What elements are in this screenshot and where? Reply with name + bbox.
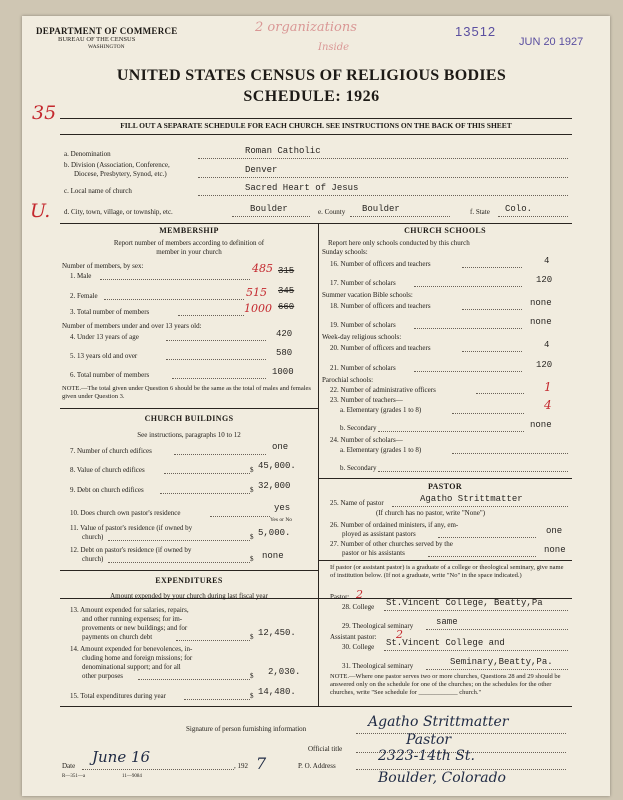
q9-label: 9. Debt on church edifices — [70, 486, 144, 494]
q24-label: 24. Number of scholars— — [330, 436, 403, 444]
q21-value: 120 — [536, 360, 553, 370]
q7-label: 7. Number of church edifices — [70, 447, 152, 455]
q4-value: 420 — [276, 329, 293, 339]
assistant-check-mark: 2 — [396, 628, 403, 641]
q14-line-2: cluding home and foreign missions; for — [82, 654, 193, 662]
q15-value: 14,480. — [258, 687, 296, 697]
city-label: d. City, town, village, or township, etc. — [64, 208, 173, 216]
q15-dollar: $ — [250, 692, 254, 700]
parochial-schools-label: Parochial schools: — [322, 376, 374, 384]
by-age-label: Number of members under and over 13 years old: — [62, 322, 202, 330]
q25-value: Agatho Strittmatter — [420, 494, 523, 504]
pencil-note-1: 2 organizations — [255, 20, 357, 35]
department-heading: DEPARTMENT OF COMMERCE — [36, 26, 178, 36]
denomination-value: Roman Catholic — [245, 146, 321, 156]
po-address-line-1: 2323-14th St. — [378, 748, 475, 764]
q23a-label: a. Elementary (grades 1 to 8) — [340, 406, 422, 414]
q10-value: yes — [274, 503, 291, 513]
q13-line-3: provements or new buildings; and for — [82, 624, 188, 632]
form-schedule: SCHEDULE: 1926 — [243, 88, 380, 105]
received-stamp-number: 13512 — [455, 24, 497, 39]
q12-label-2: church) — [82, 555, 104, 563]
state-label: f. State — [470, 208, 490, 216]
q8-dollar: $ — [250, 466, 254, 474]
q31-value: Seminary,Beatty,Pa. — [450, 657, 553, 667]
q1-label: 1. Male — [70, 272, 92, 280]
q28-label: 28. College — [342, 603, 375, 611]
year-prefix: , 192 — [234, 762, 248, 770]
q29-value: same — [436, 617, 458, 627]
form-number-2: 11—9084 — [122, 774, 142, 779]
q30-value: St.Vincent College and — [386, 638, 505, 648]
q20-value: 4 — [544, 340, 550, 350]
q13-line-4: payments on church debt — [82, 633, 153, 641]
margin-mark-35: 35 — [32, 102, 57, 124]
q8-label: 8. Value of church edifices — [70, 466, 145, 474]
q13-dollar: $ — [250, 633, 254, 641]
q24b-label: b. Secondary — [340, 464, 377, 472]
date-value: June 16 — [92, 748, 151, 766]
county-value: Boulder — [362, 204, 400, 214]
q28-value: St.Vincent College, Beatty,Pa — [386, 598, 543, 608]
division-label-2: Diocese, Presbytery, Synod, etc.) — [74, 170, 167, 178]
q16-value: 4 — [544, 256, 550, 266]
q31-label: 31. Theological seminary — [342, 662, 414, 670]
schools-heading: CHURCH SCHOOLS — [404, 226, 486, 235]
q25-label: 25. Name of pastor — [330, 499, 384, 507]
washington-heading: WASHINGTON — [88, 44, 125, 50]
q15-label: 15. Total expenditures during year — [70, 692, 166, 700]
signature-value: Agatho Strittmatter — [368, 714, 509, 730]
city-value: Boulder — [250, 204, 288, 214]
expenditures-heading: EXPENDITURES — [155, 576, 223, 585]
membership-heading: MEMBERSHIP — [159, 226, 219, 235]
q14-line-4: other purposes — [82, 672, 124, 680]
pastor-check-mark: 2 — [356, 588, 363, 601]
q6-label: 6. Total number of members — [70, 371, 150, 379]
q26-value: one — [546, 526, 563, 536]
weekday-schools-label: Week-day religious schools: — [322, 333, 402, 341]
q17-label: 17. Number of scholars — [330, 279, 396, 287]
q11-value: 5,000. — [258, 528, 291, 538]
pastor-college-heading: Pastor: — [330, 593, 350, 601]
q25-hint: (If church has no pastor, write "None") — [376, 509, 486, 517]
form-title: UNITED STATES CENSUS OF RELIGIOUS BODIES — [116, 67, 507, 84]
q9-value: 32,000 — [258, 481, 291, 491]
q27-line-1: 27. Number of other churches served by the — [330, 540, 453, 548]
q23-label: 23. Number of teachers— — [330, 396, 403, 404]
local-name-value: Sacred Heart of Jesus — [245, 183, 359, 193]
q22-label: 22. Number of administrative officers — [330, 386, 436, 394]
form-number: R—351—a — [62, 774, 86, 779]
q29-label: 29. Theological seminary — [342, 622, 414, 630]
buildings-sub: See instructions, paragraphs 10 to 12 — [137, 431, 241, 439]
q23a-value: 4 — [544, 398, 552, 412]
q18-value: none — [530, 298, 552, 308]
q6-value: 1000 — [272, 367, 294, 377]
fill-out-instruction: FILL OUT A SEPARATE SCHEDULE FOR EACH CHURCH. SEE INSTRUCTIONS ON THE BACK OF THIS SHEET — [120, 121, 512, 130]
assistant-college-heading: Assistant pastor: — [330, 633, 377, 641]
division-label-1: b. Division (Association, Conference, — [64, 161, 170, 169]
q22-value: 1 — [544, 380, 552, 394]
membership-intro-1: Report number of members according to definition of — [113, 239, 265, 247]
by-sex-label: Number of members, by sex: — [62, 262, 144, 270]
q11-label-1: 11. Value of pastor's residence (if owned by — [70, 524, 193, 532]
pastor-note: NOTE.—Where one pastor serves two or more churches, Questions 28 and 29 should be answered only on the schedule for one of the churches; on the schedules for the other churches, write "See schedule for ____________ church." — [330, 673, 561, 696]
q23b-value: none — [530, 420, 552, 430]
denomination-label: a. Denomination — [64, 150, 111, 158]
q1-typed-value: 315 — [278, 266, 295, 276]
q2-typed-value: 345 — [278, 286, 295, 296]
po-address-label: P. O. Address — [298, 762, 336, 770]
q12-value: none — [262, 551, 284, 561]
buildings-heading: CHURCH BUILDINGS — [144, 414, 234, 423]
q14-line-3: denominational support; and for all — [82, 663, 181, 671]
q27-value: none — [544, 545, 566, 555]
q14-line-1: 14. Amount expended for benevolences, in- — [70, 645, 193, 653]
q14-value: 2,030. — [268, 667, 301, 677]
q2-ink-value: 515 — [246, 286, 267, 299]
sunday-schools-label: Sunday schools: — [322, 248, 368, 256]
q20-label: 20. Number of officers and teachers — [330, 344, 431, 352]
q12-dollar: $ — [250, 555, 254, 563]
margin-mark-u: U. — [30, 200, 51, 222]
received-stamp-date: JUN 20 1927 — [519, 36, 584, 48]
q11-label-2: church) — [82, 533, 104, 541]
q5-value: 580 — [276, 348, 293, 358]
q13-line-2: and other running expenses; for im- — [82, 615, 183, 623]
q2-label: 2. Female — [70, 292, 98, 300]
q21-label: 21. Number of scholars — [330, 364, 396, 372]
official-title-value: Pastor — [406, 732, 452, 748]
official-title-label: Official title — [308, 745, 343, 753]
q19-value: none — [530, 317, 552, 327]
pastor-heading: PASTOR — [427, 482, 463, 491]
q23b-label: b. Secondary — [340, 424, 377, 432]
q3-typed-value: 660 — [278, 302, 295, 312]
year-digit: 7 — [256, 754, 267, 773]
local-name-label: c. Local name of church — [64, 187, 132, 195]
county-label: e. County — [318, 208, 346, 216]
state-value: Colo. — [505, 204, 533, 214]
q16-label: 16. Number of officers and teachers — [330, 260, 431, 268]
pencil-note-2: Inside — [318, 42, 350, 53]
q10-hint: Yes or No — [270, 517, 293, 523]
q3-ink-value: 1000 — [244, 302, 272, 315]
q8-value: 45,000. — [258, 461, 296, 471]
q26-line-1: 26. Number of ordained ministers, if any, em- — [330, 521, 459, 529]
membership-note: NOTE.—The total given under Question 6 should be the same as the total of males and females given under Question 3. — [62, 385, 311, 400]
q19-label: 19. Number of scholars — [330, 321, 396, 329]
expenditures-sub: Amount expended by your church during last fiscal year — [110, 592, 268, 600]
q24a-label: a. Elementary (grades 1 to 8) — [340, 446, 422, 454]
po-address-line-2: Boulder, Colorado — [378, 770, 506, 786]
schools-intro: Report here only schools conducted by this church — [328, 239, 470, 247]
q10-label: 10. Does church own pastor's residence — [70, 509, 181, 517]
q18-label: 18. Number of officers and teachers — [330, 302, 431, 310]
q1-ink-value: 485 — [252, 262, 273, 275]
q26-line-2: ployed as assistant pastors — [342, 530, 416, 538]
membership-intro-2: member in your church — [156, 248, 222, 256]
q12-label-1: 12. Debt on pastor's residence (if owned by — [70, 546, 192, 554]
q27-line-2: pastor or his assistants — [342, 549, 405, 557]
graduate-note: If pastor (or assistant pastor) is a graduate of a college or theological seminary, give name of institution below. (If not a graduate, write "No" in the space indicated.) — [330, 564, 564, 579]
date-label: Date — [62, 762, 76, 770]
bureau-heading: BUREAU OF THE CENSUS — [58, 36, 136, 43]
q30-label: 30. College — [342, 643, 375, 651]
q13-value: 12,450. — [258, 628, 296, 638]
division-value: Denver — [245, 165, 278, 175]
q14-dollar: $ — [250, 672, 254, 680]
summer-schools-label: Summer vacation Bible schools: — [322, 291, 413, 299]
q11-dollar: $ — [250, 533, 254, 541]
q13-line-1: 13. Amount expended for salaries, repairs, — [70, 606, 189, 614]
q3-label: 3. Total number of members — [70, 308, 150, 316]
signature-label: Signature of person furnishing information — [186, 725, 307, 733]
q4-label: 4. Under 13 years of age — [70, 333, 139, 341]
q5-label: 5. 13 years old and over — [70, 352, 138, 360]
q17-value: 120 — [536, 275, 553, 285]
q7-value: one — [272, 442, 289, 452]
q9-dollar: $ — [250, 486, 254, 494]
